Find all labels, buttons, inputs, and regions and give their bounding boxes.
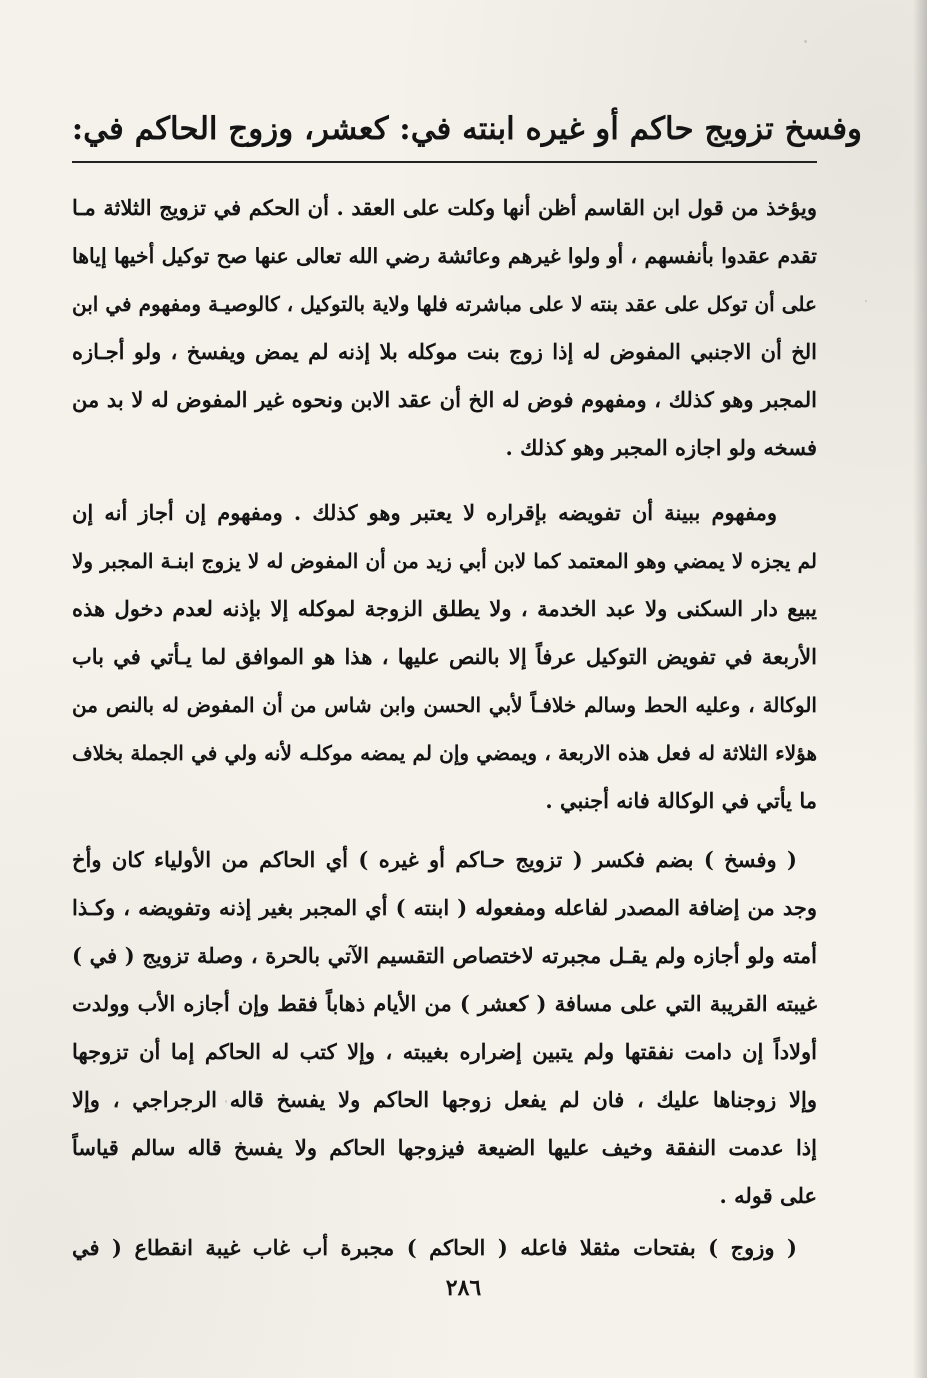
text-line: فسخه ولو اجازه المجبر وهو كذلك .	[505, 435, 817, 460]
page-number: ٢٨٦	[445, 1275, 482, 1301]
text-line: يبيع دار السكنى ولا عبد الخدمة ، ولا يطلق الزوجة لموكله إلا بإذنه لعدم دخول هذه	[72, 596, 817, 621]
text-line: إذا عدمت النفقة وخيف عليها الضيعة فيزوجها الحاكم ولا يفسخ قاله سالم قياساً	[72, 1135, 817, 1160]
text-line: الأربعة في تفويض التوكيل عرفاً إلا بالنص عليها ، هذا هو الموافق لما يـأتي في باب	[72, 644, 817, 669]
text-line: أولاداً إن دامت نفقتها ولم يتبين إضراره بغيبته ، وإلا كتب له الحاكم إما أن تزوجها	[72, 1039, 817, 1064]
text-line: ما يأتي في الوكالة فانه أجنبي .	[545, 788, 817, 813]
text-line: الخ أن الاجنبي المفوض له إذا زوج بنت موكله بلا إذنه لم يمض ويفسخ ، ولو أجـازه	[72, 339, 817, 364]
scan-speck	[804, 40, 807, 43]
text-line: ( وزوج ) بفتحات مثقلا فاعله ( الحاكم ) مجبرة أب غاب غيبة انقطاع ( في	[72, 1235, 797, 1260]
scan-speck	[225, 1100, 227, 1103]
text-line: المجبر وهو كذلك ، ومفهوم فوض له الخ أن عقد الابن ونحوه غير المفوض له لا بد من	[72, 387, 817, 412]
text-line: ويؤخذ من قول ابن القاسم أظن أنها وكلت على العقد . أن الحكم في تزويج الثلاثة مـا	[72, 195, 817, 220]
text-line: لم يجزه لا يمضي وهو المعتمد كما لابن أبي زيد من أن المفوض له لا يزوج ابنـة المجبر ولا	[72, 549, 817, 573]
text-line: على أن توكل على عقد بنته لا على مباشرته فلها ولاية بالتوكيل ، كالوصيـة ومفهوم في ابن	[72, 292, 817, 316]
text-line: تقدم عقدوا بأنفسهم ، أو ولوا غيرهم وعائشة رضي الله تعالى عنها صح توكيل أخيها إياها	[72, 244, 817, 268]
text-line: على قوله .	[719, 1183, 817, 1208]
text-line: وجد من إضافة المصدر لفاعله ومفعوله ( ابنته ) أي المجبر بغير إذنه وتفويضه ، وكـذا	[72, 895, 817, 920]
text-line: أمته ولو أجازه ولم يقـل مجبرته لاختصاص التقسيم الآتي بالحرة ، وصلة تزويج ( في )	[72, 943, 817, 968]
text-line: ومفهوم ببينة أن تفويضه بإقراره لا يعتبر وهو كذلك . ومفهوم إن أجاز أنه إن	[72, 500, 777, 525]
text-line: وإلا زوجناها عليك ، فان لم يفعل زوجها الحاكم ولا يفسخ قاله الرجراجي ، وإلا	[72, 1087, 817, 1112]
page-edge-shadow	[913, 0, 927, 1378]
scan-speck	[524, 1150, 527, 1152]
text-line: غيبته القريبة التي على مسافة ( كعشر ) من الأيام ذهاباً فقط وإن أجازه الأب وولدت	[72, 991, 817, 1016]
header-rule	[72, 161, 817, 163]
text-line: هؤلاء الثلاثة له فعل هذه الاربعة ، ويمضي وإن لم يمضه موكلـه لأنه ولي في الجملة بخلاف	[72, 741, 817, 765]
text-line: ( وفسخ ) بضم فكسر ( تزويج حـاكم أو غيره ) أي الحاكم من الأولياء كان وأخ	[72, 847, 797, 872]
running-header: وفسخ تزويج حاكم أو غيره ابنته في: كعشر، وزوج الحاكم في:	[72, 111, 862, 147]
scan-speck	[865, 300, 867, 302]
body-text	[72, 185, 817, 1260]
text-line: الوكالة ، وعليه الحط وسالم خلافـاً لأبي الحسن وابن شاس من أن المفوض له بالنص من	[72, 693, 817, 717]
